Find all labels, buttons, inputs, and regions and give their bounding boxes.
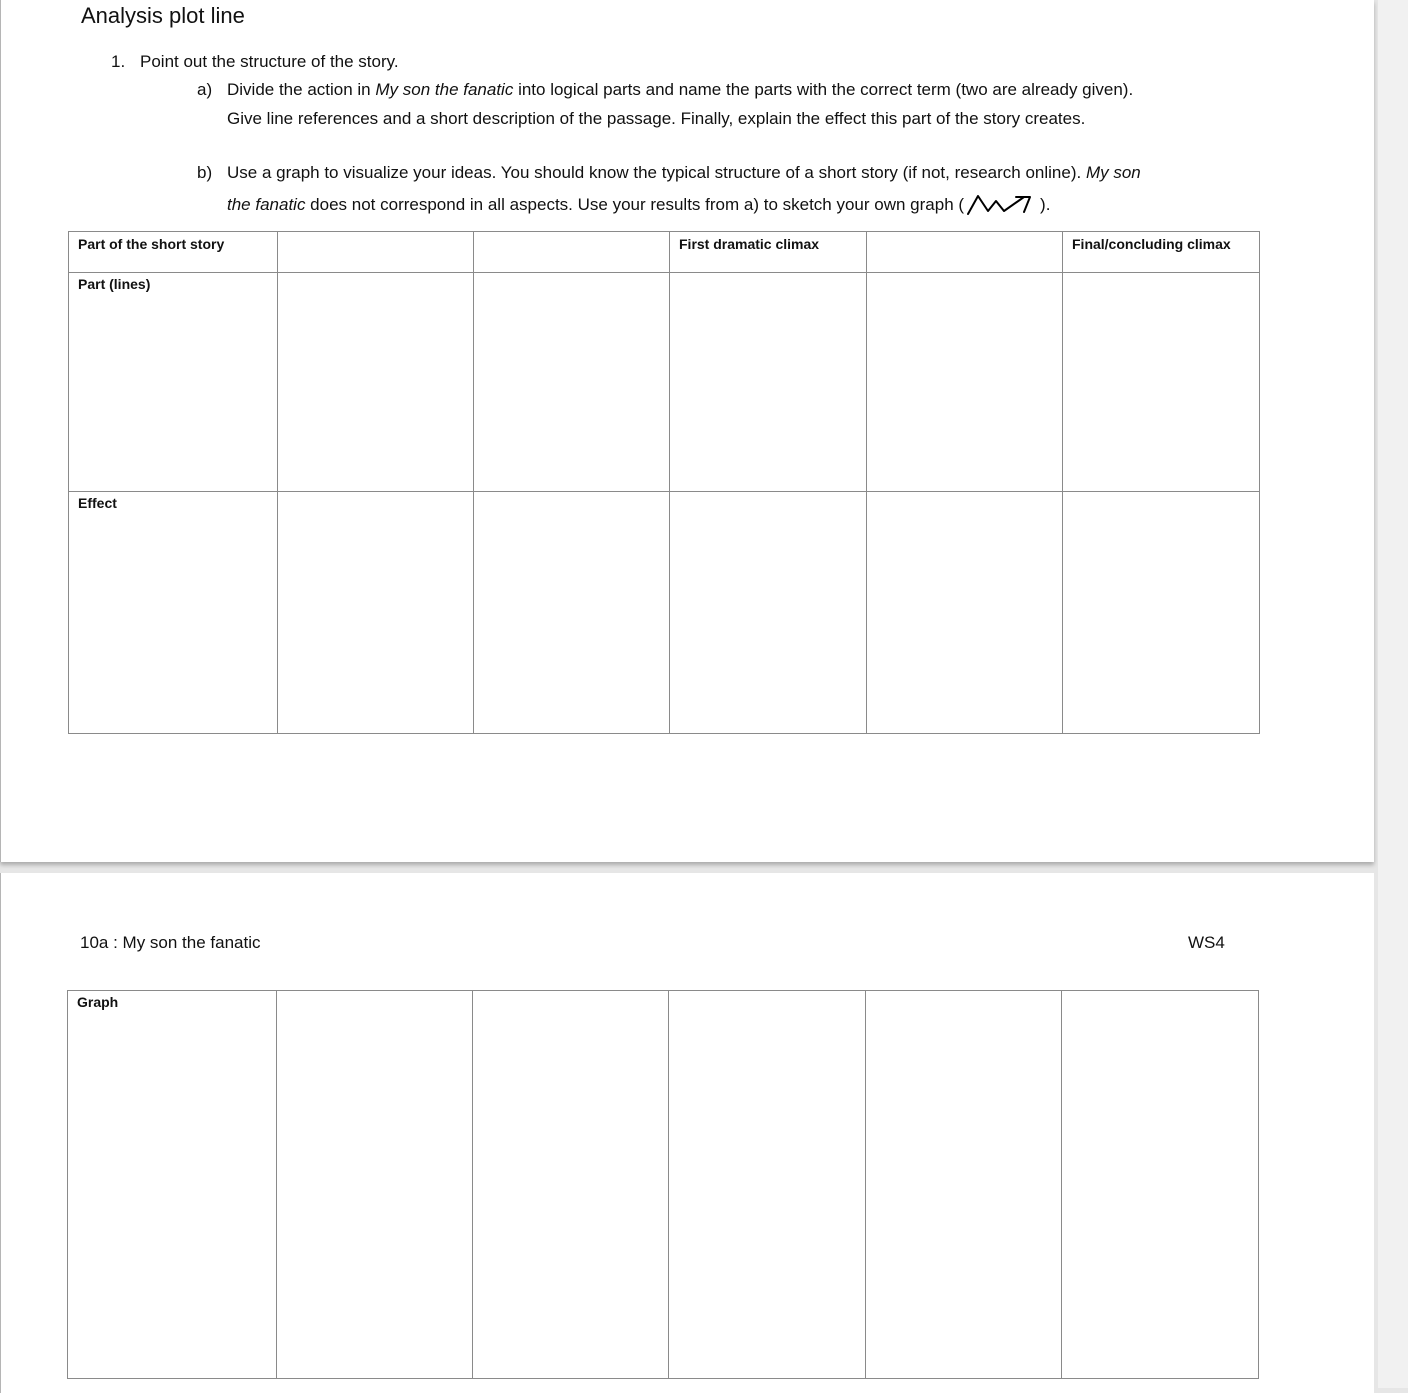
table-cell[interactable] bbox=[474, 492, 670, 734]
worksheet-topic: 10a : My son the fanatic bbox=[80, 933, 261, 952]
table-cell[interactable] bbox=[670, 273, 867, 492]
table-cell[interactable] bbox=[278, 492, 474, 734]
table-row-part-lines bbox=[69, 273, 1260, 492]
task-a-label: a) bbox=[197, 80, 213, 99]
table-cell[interactable] bbox=[669, 991, 866, 1379]
table-cell[interactable] bbox=[474, 273, 670, 492]
story-title-italic-part2: the fanatic bbox=[227, 195, 306, 214]
task-b-text-start: Use a graph to visualize your ideas. You should know the typical structure of a short story (if not, research online). bbox=[227, 163, 1086, 182]
table-cell[interactable] bbox=[277, 991, 473, 1379]
table-cell[interactable] bbox=[278, 273, 474, 492]
table-header-row bbox=[69, 232, 1260, 273]
task-b-label: b) bbox=[197, 163, 213, 182]
task-a-text-start: Divide the action in bbox=[227, 80, 376, 99]
header-part-of-story: Part of the short story bbox=[69, 232, 278, 273]
task-b-text-middle: does not correspond in all aspects. Use your results from a) to sketch your own graph ( bbox=[305, 195, 965, 214]
table-cell[interactable] bbox=[1062, 991, 1259, 1379]
header-cell-3[interactable] bbox=[474, 232, 670, 273]
table-cell[interactable] bbox=[473, 991, 669, 1379]
table-cell[interactable] bbox=[670, 492, 867, 734]
task-a bbox=[197, 80, 1134, 128]
header-final-concluding-climax: Final/concluding climax bbox=[1063, 232, 1260, 273]
task-b bbox=[197, 163, 1141, 214]
question-1 bbox=[111, 52, 399, 72]
header-cell-5[interactable] bbox=[867, 232, 1063, 273]
worksheet-code: WS4 bbox=[1188, 933, 1225, 952]
story-title-italic-part1: My son bbox=[1085, 163, 1141, 182]
table-cell[interactable] bbox=[867, 492, 1063, 734]
question-number: 1. bbox=[111, 52, 126, 71]
header-first-dramatic-climax: First dramatic climax bbox=[670, 232, 867, 273]
story-title-italic: My son the fanatic bbox=[375, 80, 514, 99]
row-label-effect: Effect bbox=[69, 492, 278, 734]
table-cell[interactable] bbox=[867, 273, 1063, 492]
row-label-part-lines: Part (lines) bbox=[69, 273, 278, 492]
graph-table bbox=[67, 990, 1259, 1379]
table-cell[interactable] bbox=[866, 991, 1062, 1379]
page-title: Analysis plot line bbox=[81, 3, 245, 28]
table-cell[interactable] bbox=[1063, 492, 1260, 734]
structure-table bbox=[68, 231, 1260, 734]
plot-line-sketch-icon bbox=[966, 192, 1038, 216]
question-text: Point out the structure of the story. bbox=[140, 52, 399, 71]
header-cell-2[interactable] bbox=[278, 232, 474, 273]
row-label-graph: Graph bbox=[68, 991, 277, 1379]
table-row-effect bbox=[69, 492, 1260, 734]
task-a-line-2: Give line references and a short description of the passage. Finally, explain the effect this part of the story creates. bbox=[227, 109, 1086, 128]
task-a-text-end: into logical parts and name the parts with the correct term (two are already given). bbox=[513, 80, 1134, 99]
task-b-line-2 bbox=[227, 192, 1050, 216]
table-row-graph bbox=[68, 991, 1259, 1379]
task-b-text-end: ). bbox=[1040, 195, 1051, 214]
table-cell[interactable] bbox=[1063, 273, 1260, 492]
viewer-scroll-gutter[interactable] bbox=[1378, 0, 1408, 1388]
